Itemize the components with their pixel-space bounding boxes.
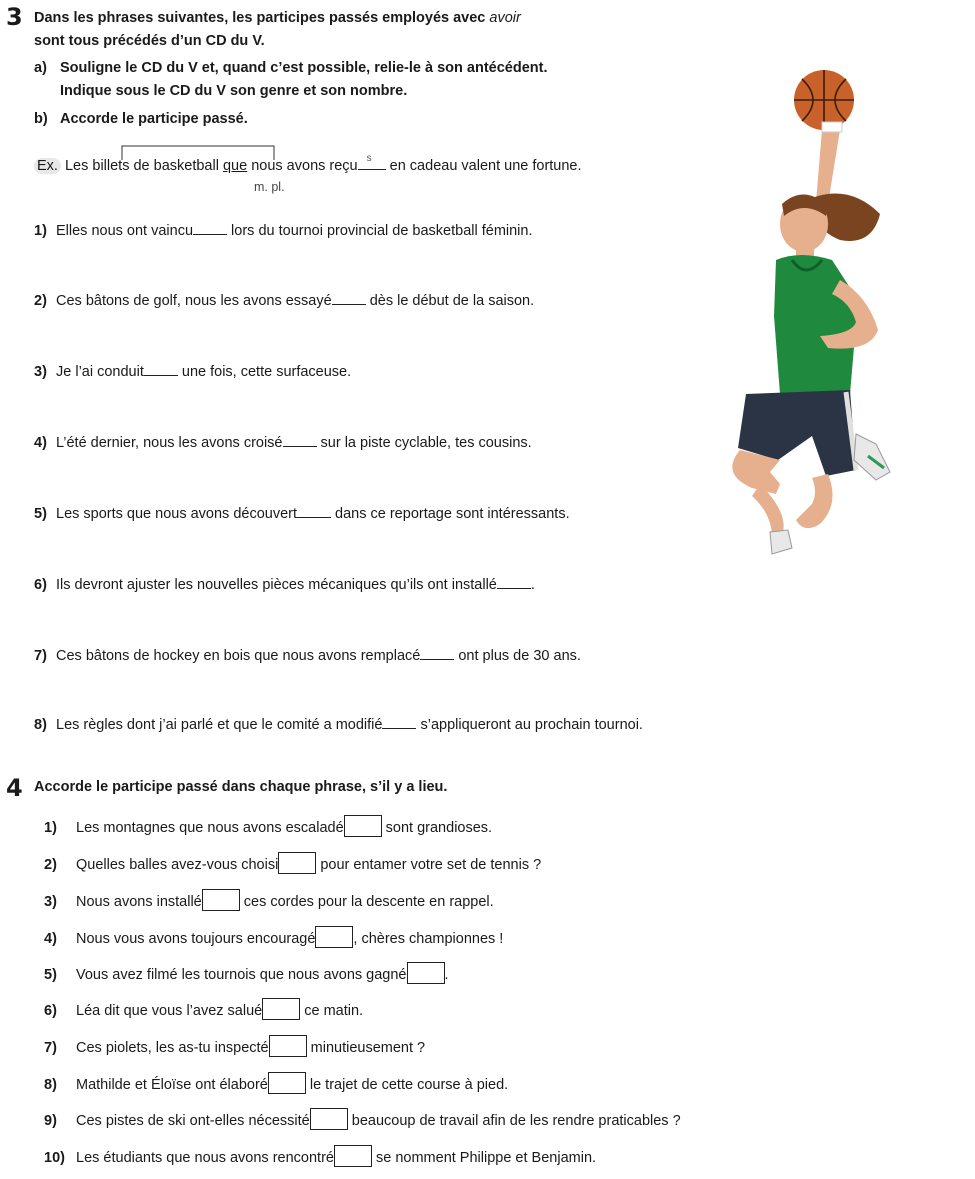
exercise-3-intro-line1: Dans les phrases suivantes, les participes passés employés avec avoir (34, 10, 521, 26)
ex4-item-1: 1) Les montagnes que nous avons escaladé sont grandioses. (44, 815, 492, 837)
ex3-item-8: 8) Les règles dont j’ai parlé et que le comité a modifié s’appliqueront au prochain tournoi. (34, 717, 643, 733)
ex4-item-9: 9) Ces pistes de ski ont-elles nécessité beaucoup de travail afin de les rendre praticables ? (44, 1108, 681, 1130)
answer-blank[interactable] (283, 434, 317, 447)
answer-box[interactable] (268, 1072, 306, 1094)
answer-box[interactable] (344, 815, 382, 837)
exercise-3-number: 3 (6, 3, 23, 31)
exercise-4-instruction: Accorde le participe passé dans chaque phrase, s’il y a lieu. (34, 779, 448, 795)
ex3-item-1: 1) Elles nous ont vaincu lors du tournoi provincial de basketball féminin. (34, 223, 533, 239)
answer-box[interactable] (407, 962, 445, 984)
basketball-icon (794, 70, 854, 130)
ex3-item-3: 3) Je l’ai conduit une fois, cette surfaceuse. (34, 364, 352, 380)
answer-blank[interactable] (297, 505, 331, 518)
antecedent-link-line (120, 140, 280, 162)
ex3-item-6: 6) Ils devront ajuster les nouvelles pièces mécaniques qu’ils ont installé . (34, 577, 535, 593)
answer-box[interactable] (202, 889, 240, 911)
answer-blank[interactable] (420, 647, 454, 660)
ex3-item-5: 5) Les sports que nous avons découvert dans ce reportage sont intéressants. (34, 506, 570, 522)
instruction-a-label: a) (34, 60, 47, 76)
answer-box[interactable] (310, 1108, 348, 1130)
example-gender-number-note: m. pl. (254, 180, 285, 194)
ex3-item-7: 7) Ces bâtons de hockey en bois que nous avons remplacé ont plus de 30 ans. (34, 648, 581, 664)
example-cd: que (222, 158, 248, 174)
answer-blank[interactable] (193, 222, 227, 235)
answer-box[interactable] (262, 998, 300, 1020)
ex4-item-8: 8) Mathilde et Éloïse ont élaboré le trajet de cette course à pied. (44, 1072, 508, 1094)
ex4-item-10: 10) Les étudiants que nous avons rencontré se nomment Philippe et Benjamin. (44, 1145, 596, 1167)
answer-blank[interactable] (497, 576, 531, 589)
example-sentence: Ex. Les billets de basketball que nous avons reçu s en cadeau valent une fortune. (34, 157, 582, 174)
exercise-4-number: 4 (6, 774, 23, 802)
instruction-b-label: b) (34, 111, 48, 127)
basketball-player-illustration (700, 64, 900, 556)
ex3-item-2: 2) Ces bâtons de golf, nous les avons essayé dès le début de la saison. (34, 293, 535, 309)
answer-box[interactable] (315, 926, 353, 948)
ex3-item-4: 4) L’été dernier, nous les avons croisé sur la piste cyclable, tes cousins. (34, 435, 532, 451)
ex4-item-7: 7) Ces piolets, les as-tu inspecté minutieusement ? (44, 1035, 425, 1057)
exercise-3-intro-line2: sont tous précédés d’un CD du V. (34, 33, 265, 49)
answer-blank[interactable] (332, 292, 366, 305)
answer-box[interactable] (334, 1145, 372, 1167)
ex4-item-3: 3) Nous avons installé ces cordes pour la descente en rappel. (44, 889, 494, 911)
answer-blank[interactable] (382, 716, 416, 729)
instruction-a-line1: Souligne le CD du V et, quand c’est possible, relie-le à son antécédent. (60, 60, 548, 76)
instruction-a-line2: Indique sous le CD du V son genre et son nombre. (60, 83, 408, 99)
ex4-item-5: 5) Vous avez filmé les tournois que nous avons gagné . (44, 962, 449, 984)
answer-box[interactable] (269, 1035, 307, 1057)
ex4-item-4: 4) Nous vous avons toujours encouragé , chères championnes ! (44, 926, 503, 948)
ex4-item-2: 2) Quelles balles avez-vous choisi pour entamer votre set de tennis ? (44, 852, 541, 874)
instruction-b-line: Accorde le participe passé. (60, 111, 248, 127)
ex4-item-6: 6) Léa dit que vous l’avez salué ce matin. (44, 998, 363, 1020)
answer-blank[interactable] (144, 363, 178, 376)
example-answer-blank: s (358, 157, 386, 170)
answer-box[interactable] (278, 852, 316, 874)
example-badge: Ex. (34, 158, 61, 174)
